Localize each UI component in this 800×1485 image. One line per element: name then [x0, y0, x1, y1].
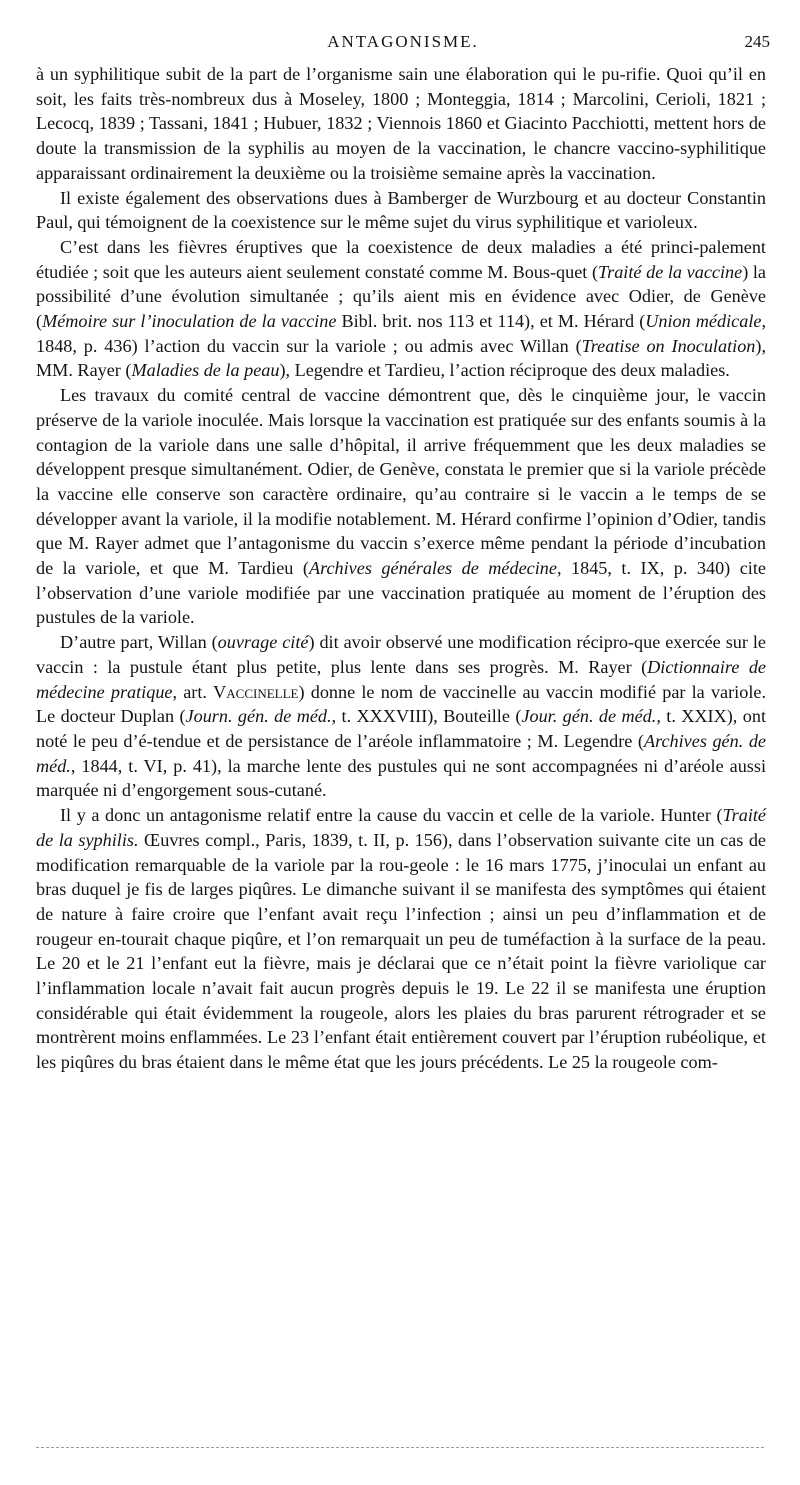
- text-run: , 1845, t. IX, p. 340) cite l’observation d’une variole modifiée par une vaccination pratiquée au moment de l’éruption des pustules de la variole.: [36, 558, 766, 628]
- italic-citation: Traité de la syphilis.: [36, 805, 766, 850]
- page-header: [36, 30, 770, 54]
- italic-citation: ouvrage cité: [217, 632, 309, 653]
- text-run: ) dit avoir observé une modification récipro-que exercée sur le vaccin : la pustule étant plus petite, plus lente dans ses progrès. M. Rayer (: [36, 632, 766, 677]
- italic-citation: Treatise on Inoculation: [581, 335, 756, 356]
- italic-citation: Journ. gén. de méd.: [185, 706, 332, 727]
- italic-citation: Archives gén. de méd.: [36, 730, 766, 776]
- italic-citation: Maladies de la peau: [131, 360, 280, 381]
- italic-citation: Dictionnaire de médecine pratique: [36, 656, 766, 702]
- paragraph: [36, 186, 766, 235]
- text-run: Œuvres compl., Paris, 1839, t. II, p. 156), dans l’observation suivante cite un cas de modification remarquable de la variole par la rou-geole : le 16 mars 1775, j’inoculai un enfant au bras duquel je fis de larges piqûres. Le dimanche suivant il se manifesta des symptômes qui étaient de nature à faire croire que l’enfant avait reçu l’infection ; ainsi un peu d’inflammation et de rougeur en-tourait chaque piqûre, et l’on remarquait un peu de tuméfaction à la surface de la peau. Le 20 et le 21 l’enfant eut la fièvre, mais je déclarai que ce n’était point la fièvre variolique car l’inflammation locale n’avait fait aucun progrès depuis le 19. Le 22 il se manifesta une éruption considérable qui était évidemment la rougeole, alors les plaies du bras parurent rétrograder et se montrèrent moins enflammées. Le 23 l’enfant était entièrement couvert par l’éruption rubéolique, et les piqûres du bras étaient dans le même état que les jours précédents. Le 25 la rougeole com-: [36, 829, 767, 1073]
- text-run: , 1848, p. 436) l’action du vaccin sur la variole ; ou admis avec Willan (: [36, 311, 766, 356]
- text-run: Bibl. brit. nos 113 et 114), et M. Hérard (: [336, 311, 646, 332]
- small-caps-term: Vaccinelle: [213, 681, 299, 702]
- text-run: , 1844, t. VI, p. 41), la marche lente des pustules qui ne sont accompagnées ni d’aréole aussi marquée ni d’engorgement sous-cutané.: [36, 755, 766, 801]
- page-number: 245: [744, 32, 770, 51]
- paragraph: [36, 235, 766, 383]
- body-text: [36, 62, 766, 1075]
- text-run: ) donne le nom de vaccinelle au vaccin modifié par la variole. Le docteur Duplan (: [36, 681, 766, 727]
- text-run: ) la possibilité d’une évolution simultanée ; qu’ils aient mis en évidence avec Odier, de Genève (: [36, 261, 766, 332]
- italic-citation: Archives générales de médecine: [308, 558, 557, 579]
- italic-citation: Mémoire sur l’inoculation de la vaccine: [42, 311, 337, 332]
- text-run: Il y a donc un antagonisme relatif entre la cause du vaccin et celle de la variole. Hunter (: [60, 805, 723, 826]
- paragraph: [36, 383, 766, 630]
- text-run: Les travaux du comité central de vaccine démontrent que, dès le cinquième jour, le vaccin préserve de la variole inoculée. Mais lorsque la vaccination est pratiquée sur des enfants soumis à la contagion de la variole dans une salle d’hôpital, il arrive fréquemment que les deux maladies se développent presque simultanément. Odier, de Genève, constata le premier que si la variole précède la vaccine elle conserve son caractère ordinaire, qu’au contraire si le vaccin a le temps de se développer avant la variole, il la modifie notablement. M. Hérard confirme l’opinion d’Odier, tandis que M. Rayer admet que l’antagonisme du vaccin s’exerce même pendant la période d’incubation de la variole, et que M. Tardieu (: [36, 385, 766, 579]
- text-run: ), Legendre et Tardieu, l’action réciproque des deux maladies.: [279, 360, 730, 381]
- text-run: à un syphilitique subit de la part de l’organisme sain une élaboration qui le pu-rifie. Quoi qu’il en soit, les faits très-nombreux dus à Moseley, 1800 ; Monteggia, 1814 ; Marcolini, Cerioli, 1821 ; Lecocq, 1839 ; Tassani, 1841 ; Hubuer, 1832 ; Viennois 1860 et Giacinto Pacchiotti, mettent hors de doute la transmission de la syphilis au moyen de la vaccination, le chancre vaccino-syphilitique apparaissant ordinairement la deuxième ou la troisième semaine après la vaccination.: [36, 64, 766, 183]
- paragraph: [36, 630, 766, 803]
- paragraph: [36, 803, 766, 1075]
- text-run: Il existe également des observations dues à Bamberger de Wurzbourg et au docteur Constantin Paul, qui témoignent de la coexistence sur le même sujet du virus syphilitique et varioleux.: [36, 187, 766, 233]
- text-run: ), MM. Rayer (: [36, 335, 766, 381]
- italic-citation: Traité de la vaccine: [598, 261, 743, 282]
- text-run: , t. XXXVIII), Bouteille (: [331, 706, 522, 727]
- text-run: D’autre part, Willan (: [60, 632, 218, 653]
- text-run: , t. XXIX), ont noté le peu d’é-tendue et de persistance de l’aréole inflammatoire ; M. Legendre (: [36, 706, 766, 751]
- text-run: C’est dans les fièvres éruptives que la coexistence de deux maladies a été princi-palement étudiée ; soit que les auteurs aient seulement constaté comme M. Bous-quet (: [36, 236, 766, 282]
- paragraph: [36, 62, 766, 186]
- italic-citation: Union médicale: [645, 311, 762, 332]
- text-run: , art.: [172, 681, 214, 702]
- footer-rule: [36, 1447, 764, 1448]
- running-title: ANTAGONISME.: [327, 32, 479, 51]
- italic-citation: Jour. gén. de méd.: [521, 706, 657, 727]
